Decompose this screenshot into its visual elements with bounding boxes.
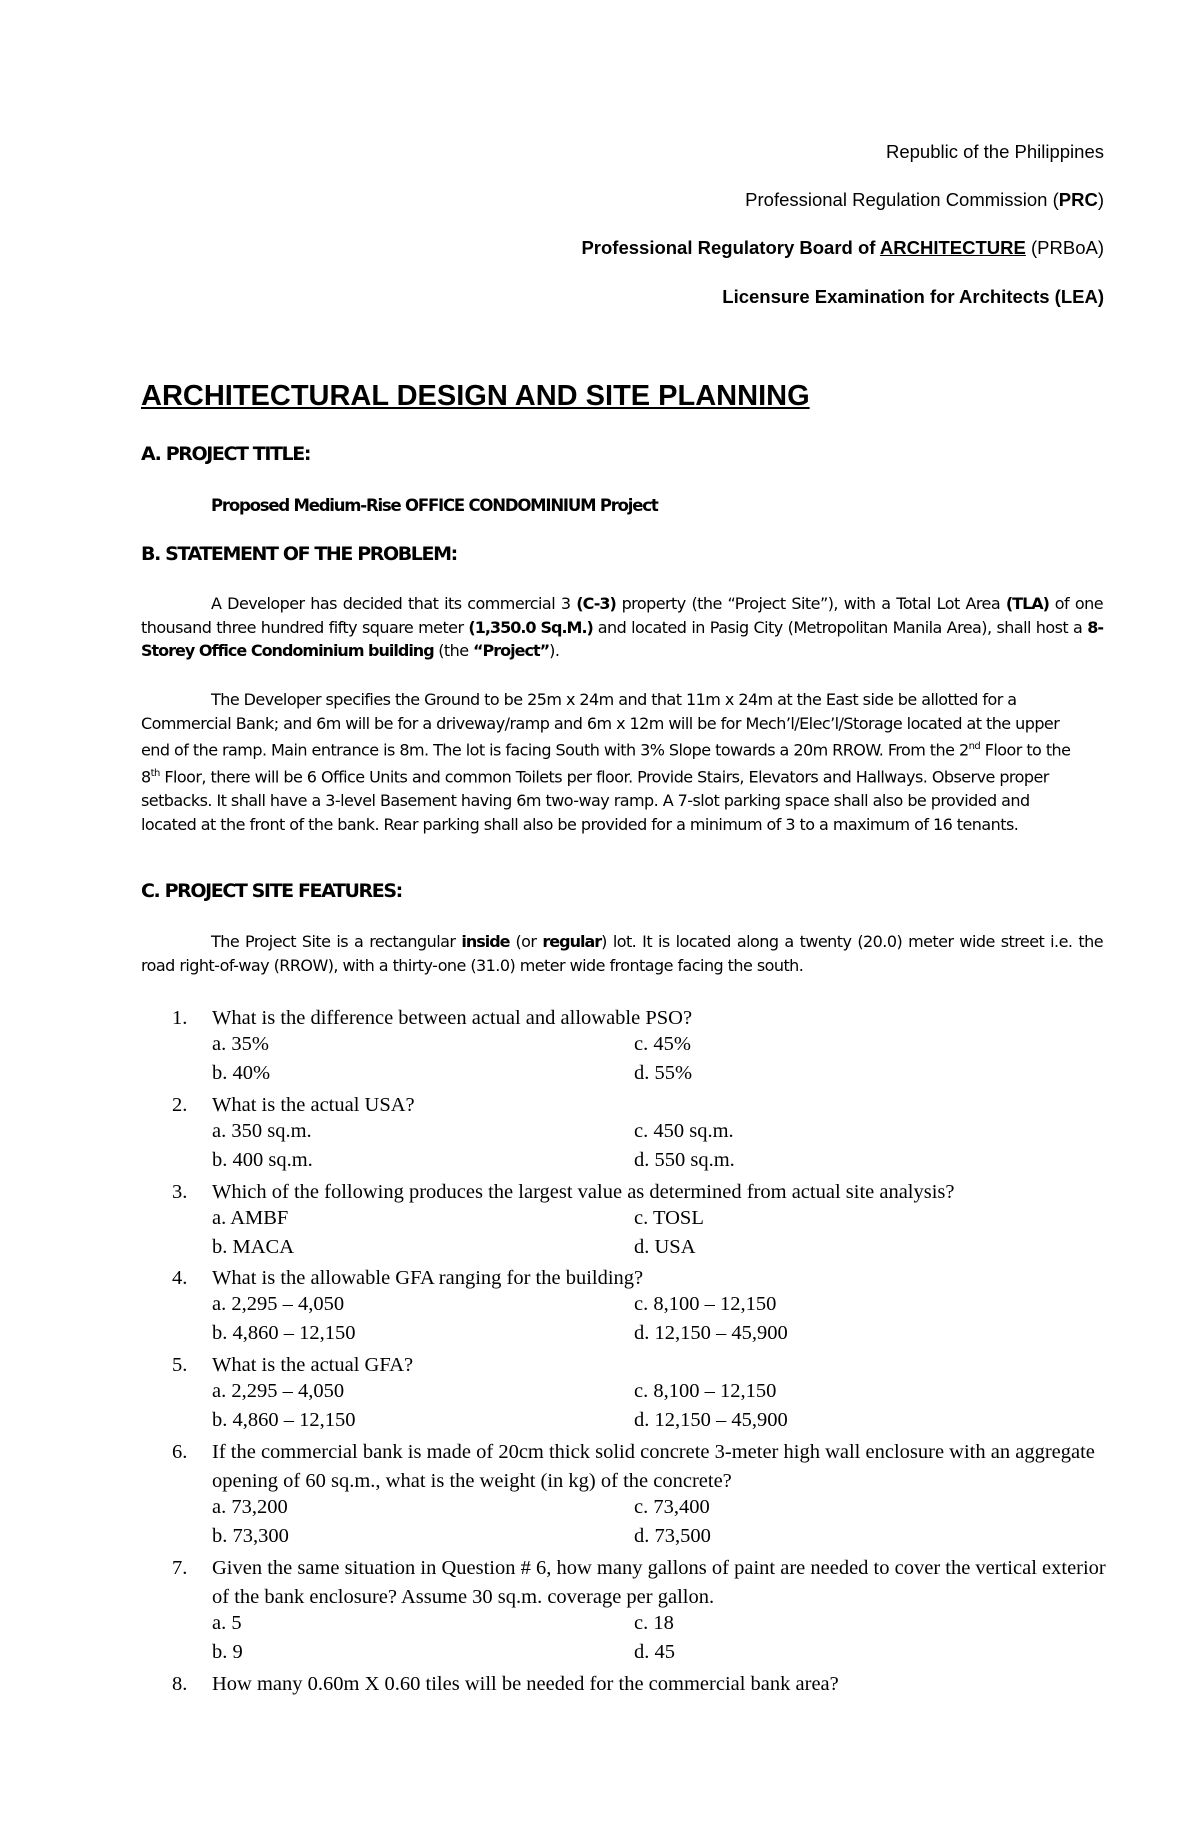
header-lea — [722, 286, 1104, 308]
q3-option-a: a. AMBF — [212, 1207, 289, 1229]
question-7: 7. Given the same situation in Question # 6, how many gallons of paint are needed to cover the vertical exterior of the bank enclosure? Assume 30 sq.m. coverage per gallon. — [172, 1557, 1106, 1608]
q2-option-c: c. 450 sq.m. — [634, 1120, 734, 1142]
question-5: 5. What is the actual GFA? — [172, 1354, 414, 1376]
q4-option-c: c. 8,100 – 12,150 — [634, 1293, 777, 1315]
q1-option-a: a. 35% — [212, 1033, 269, 1055]
q5-option-b: b. 4,860 – 12,150 — [212, 1409, 356, 1431]
q7-option-d: d. 45 — [634, 1641, 675, 1663]
q5-option-a: a. 2,295 – 4,050 — [212, 1380, 345, 1402]
q3-option-b: b. MACA — [212, 1236, 295, 1258]
q1-option-b: b. 40% — [212, 1062, 271, 1084]
q3-option-c: c. TOSL — [634, 1207, 704, 1229]
header-line-3-underlined: ARCHITECTURE — [879, 237, 1026, 258]
section-a-heading: A. PROJECT TITLE: — [141, 443, 311, 465]
header-republic — [886, 141, 1104, 163]
q5-option-c: c. 8,100 – 12,150 — [634, 1380, 777, 1402]
q2-option-a: a. 350 sq.m. — [212, 1120, 312, 1142]
q6-option-d: d. 73,500 — [634, 1525, 711, 1547]
q6-option-c: c. 73,400 — [634, 1496, 710, 1518]
page-title: ARCHITECTURAL DESIGN AND SITE PLANNING — [141, 380, 810, 412]
header-prc — [745, 189, 1104, 211]
q4-option-d: d. 12,150 – 45,900 — [634, 1322, 788, 1344]
section-b-heading: B. STATEMENT OF THE PROBLEM: — [141, 543, 457, 565]
question-4: 4. What is the allowable GFA ranging for the building? — [172, 1267, 644, 1289]
header-line-3-post: (PRBoA) — [1025, 237, 1104, 258]
q7-option-c: c. 18 — [634, 1612, 674, 1634]
statement-paragraph-1: A Developer has decided that its commercial 3 (C-3) property (the “Project Site”), with a Total Lot Area (TLA) of one thousand three hundred fifty square meter (1,350.0 Sq.M.) and located in Pasig City (Metropolitan Manila Area), shall host a 8-Storey Office Condominium building (the “Project”). — [141, 594, 1103, 661]
header-line-2-bold: PRC — [1058, 189, 1098, 210]
q2-option-b: b. 400 sq.m. — [212, 1149, 313, 1171]
q6-option-b: b. 73,300 — [212, 1525, 289, 1547]
header-prboa — [581, 237, 1104, 259]
q4-option-b: b. 4,860 – 12,150 — [212, 1322, 356, 1344]
q7-option-b: b. 9 — [212, 1641, 243, 1663]
q1-option-d: d. 55% — [634, 1062, 693, 1084]
header-line-4: Licensure Examination for Architects (LEA) — [722, 286, 1104, 307]
q4-option-a: a. 2,295 – 4,050 — [212, 1293, 345, 1315]
header-line-2-post: ) — [1097, 189, 1104, 210]
q1-option-c: c. 45% — [634, 1033, 691, 1055]
site-features-paragraph: The Project Site is a rectangular inside (or regular) lot. It is located along a twenty (20.0) meter wide street i.e. the road right-of-way (RROW), with a thirty-one (31.0) meter wide frontage facing the south. — [141, 932, 1103, 975]
q6-option-a: a. 73,200 — [212, 1496, 288, 1518]
q3-option-d: d. USA — [634, 1236, 696, 1258]
q5-option-d: d. 12,150 – 45,900 — [634, 1409, 788, 1431]
statement-paragraph-2: The Developer specifies the Ground to be 25m x 24m and that 11m x 24m at the East side be allotted for a Commercial Bank; and 6m will be for a driveway/ramp and 6m x 12m will be for Mech’l/Elec’l/Storage located at the upper end of the ramp. Main entrance is 8m. The lot is facing South with 3% Slope towards a 20m RROW. From the 2nd Floor to the 8th Floor, there will be 6 Office Units and common Toilets per floor. Provide Stairs, Elevators and Hallways. Observe proper setbacks. It shall have a 3-level Basement having 6m two-way ramp. A 7-slot parking space shall also be provided and located at the front of the bank. Rear parking shall also be provided for a minimum of 3 to a maximum of 16 tenants. — [141, 690, 1071, 835]
question-2: 2. What is the actual USA? — [172, 1094, 415, 1116]
question-8: 8. How many 0.60m X 0.60 tiles will be needed for the commercial bank area? — [172, 1673, 839, 1695]
question-3: 3. Which of the following produces the largest value as determined from actual site analysis? — [172, 1181, 955, 1203]
q7-option-a: a. 5 — [212, 1612, 242, 1634]
header-line-3-pre: Professional Regulatory Board of — [581, 237, 880, 258]
header-line-1: Republic of the Philippines — [885, 141, 1104, 162]
project-title: Proposed Medium-Rise OFFICE CONDOMINIUM Project — [211, 496, 658, 515]
section-c-heading: C. PROJECT SITE FEATURES: — [141, 880, 402, 902]
question-6: 6. If the commercial bank is made of 20cm thick solid concrete 3-meter high wall enclosure with an aggregate opening of 60 sq.m., what is the weight (in kg) of the concrete? — [172, 1441, 1095, 1492]
question-1: 1. What is the difference between actual and allowable PSO? — [172, 1007, 693, 1029]
q2-option-d: d. 550 sq.m. — [634, 1149, 735, 1171]
header-line-2-pre: Professional Regulation Commission ( — [745, 189, 1059, 210]
